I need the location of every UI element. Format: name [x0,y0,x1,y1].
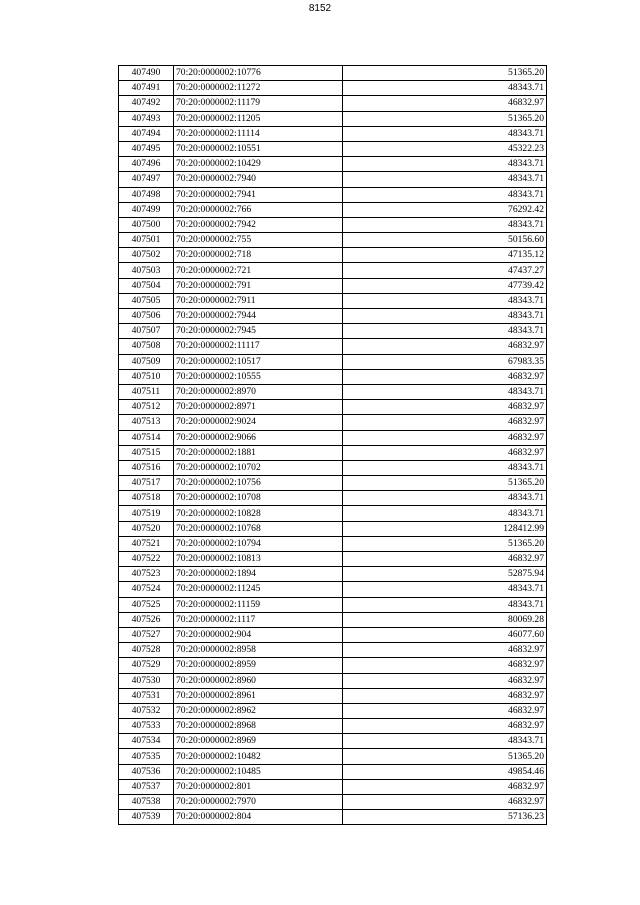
cadastral-number-cell: 70:20:0000002:8971 [174,400,343,415]
value-cell: 46832.97 [343,673,547,688]
value-cell: 51365.20 [343,66,547,81]
value-cell: 46832.97 [343,96,547,111]
cadastral-number-cell: 70:20:0000002:10776 [174,66,343,81]
table-row [119,263,547,278]
value-cell: 46077.60 [343,627,547,642]
cadastral-number-cell: 70:20:0000002:11272 [174,81,343,96]
value-cell: 48343.71 [343,491,547,506]
value-cell: 46832.97 [343,552,547,567]
value-cell: 48343.71 [343,293,547,308]
table-row [119,141,547,156]
table-row [119,278,547,293]
row-number-cell: 407511 [119,384,174,399]
table-row [119,567,547,582]
row-number-cell: 407525 [119,597,174,612]
cadastral-number-cell: 70:20:0000002:1881 [174,445,343,460]
row-number-cell: 407527 [119,627,174,642]
row-number-cell: 407508 [119,339,174,354]
table-row [119,734,547,749]
row-number-cell: 407523 [119,567,174,582]
table-row [119,96,547,111]
cadastral-number-cell: 70:20:0000002:10555 [174,369,343,384]
row-number-cell: 407504 [119,278,174,293]
row-number-cell: 407536 [119,764,174,779]
cadastral-number-cell: 70:20:0000002:8958 [174,643,343,658]
table-row [119,202,547,217]
table-row [119,187,547,202]
value-cell: 46832.97 [343,339,547,354]
row-number-cell: 407510 [119,369,174,384]
cadastral-number-cell: 70:20:0000002:10551 [174,141,343,156]
table-row [119,597,547,612]
table-row [119,430,547,445]
row-number-cell: 407518 [119,491,174,506]
row-number-cell: 407492 [119,96,174,111]
table-row [119,491,547,506]
cadastral-number-cell: 70:20:0000002:10702 [174,460,343,475]
row-number-cell: 407529 [119,658,174,673]
cadastral-number-cell: 70:20:0000002:718 [174,248,343,263]
cadastral-number-cell: 70:20:0000002:8961 [174,688,343,703]
row-number-cell: 407503 [119,263,174,278]
row-number-cell: 407506 [119,309,174,324]
table-row [119,81,547,96]
row-number-cell: 407502 [119,248,174,263]
table-row [119,309,547,324]
row-number-cell: 407493 [119,111,174,126]
cadastral-number-cell: 70:20:0000002:7940 [174,172,343,187]
row-number-cell: 407495 [119,141,174,156]
table-row [119,157,547,172]
value-cell: 47437.27 [343,263,547,278]
row-number-cell: 407532 [119,703,174,718]
row-number-cell: 407530 [119,673,174,688]
cadastral-number-cell: 70:20:0000002:7944 [174,309,343,324]
table-row [119,172,547,187]
value-cell: 46832.97 [343,703,547,718]
cadastral-number-cell: 70:20:0000002:8968 [174,719,343,734]
table-row [119,536,547,551]
value-cell: 45322.23 [343,141,547,156]
value-cell: 46832.97 [343,430,547,445]
cadastral-number-cell: 70:20:0000002:10768 [174,521,343,536]
table-row [119,445,547,460]
cadastral-number-cell: 70:20:0000002:9024 [174,415,343,430]
cadastral-number-cell: 70:20:0000002:10517 [174,354,343,369]
value-cell: 47135.12 [343,248,547,263]
table-row [119,400,547,415]
value-cell: 49854.46 [343,764,547,779]
value-cell: 46832.97 [343,400,547,415]
table-row [119,521,547,536]
row-number-cell: 407514 [119,430,174,445]
row-number-cell: 407528 [119,643,174,658]
row-number-cell: 407498 [119,187,174,202]
row-number-cell: 407499 [119,202,174,217]
value-cell: 48343.71 [343,126,547,141]
cadastral-number-cell: 70:20:0000002:11245 [174,582,343,597]
cadastral-number-cell: 70:20:0000002:11159 [174,597,343,612]
row-number-cell: 407526 [119,612,174,627]
table-row [119,354,547,369]
row-number-cell: 407520 [119,521,174,536]
value-cell: 80069.28 [343,612,547,627]
table-row [119,217,547,232]
cadastral-number-cell: 70:20:0000002:8970 [174,384,343,399]
row-number-cell: 407533 [119,719,174,734]
cadastral-number-cell: 70:20:0000002:8959 [174,658,343,673]
row-number-cell: 407497 [119,172,174,187]
cadastral-number-cell: 70:20:0000002:755 [174,233,343,248]
value-cell: 46832.97 [343,688,547,703]
table-row [119,627,547,642]
value-cell: 46832.97 [343,643,547,658]
value-cell: 48343.71 [343,157,547,172]
table-row [119,233,547,248]
row-number-cell: 407537 [119,779,174,794]
table-row [119,415,547,430]
cadastral-number-cell: 70:20:0000002:1117 [174,612,343,627]
row-number-cell: 407505 [119,293,174,308]
table-row [119,612,547,627]
cadastral-number-cell: 70:20:0000002:10429 [174,157,343,172]
value-cell: 51365.20 [343,749,547,764]
cadastral-number-cell: 70:20:0000002:7941 [174,187,343,202]
cadastral-number-cell: 70:20:0000002:11179 [174,96,343,111]
registry-table [118,65,547,825]
table-row [119,126,547,141]
table-row [119,673,547,688]
value-cell: 46832.97 [343,779,547,794]
value-cell: 48343.71 [343,597,547,612]
row-number-cell: 407538 [119,795,174,810]
value-cell: 46832.97 [343,369,547,384]
row-number-cell: 407517 [119,476,174,491]
table-row [119,719,547,734]
value-cell: 52875.94 [343,567,547,582]
page-number: 8152 [308,3,332,14]
row-number-cell: 407515 [119,445,174,460]
cadastral-number-cell: 70:20:0000002:766 [174,202,343,217]
table-row [119,476,547,491]
cadastral-number-cell: 70:20:0000002:11205 [174,111,343,126]
table-row [119,111,547,126]
row-number-cell: 407519 [119,506,174,521]
table-row [119,764,547,779]
table-row [119,658,547,673]
table-row [119,248,547,263]
row-number-cell: 407535 [119,749,174,764]
cadastral-number-cell: 70:20:0000002:791 [174,278,343,293]
row-number-cell: 407522 [119,552,174,567]
value-cell: 48343.71 [343,582,547,597]
value-cell: 76292.42 [343,202,547,217]
row-number-cell: 407491 [119,81,174,96]
value-cell: 46832.97 [343,719,547,734]
row-number-cell: 407490 [119,66,174,81]
cadastral-number-cell: 70:20:0000002:904 [174,627,343,642]
cadastral-number-cell: 70:20:0000002:10828 [174,506,343,521]
row-number-cell: 407531 [119,688,174,703]
value-cell: 48343.71 [343,384,547,399]
row-number-cell: 407500 [119,217,174,232]
row-number-cell: 407539 [119,810,174,825]
cadastral-number-cell: 70:20:0000002:7911 [174,293,343,308]
row-number-cell: 407494 [119,126,174,141]
row-number-cell: 407524 [119,582,174,597]
value-cell: 48343.71 [343,81,547,96]
table-row [119,293,547,308]
value-cell: 67983.35 [343,354,547,369]
value-cell: 48343.71 [343,460,547,475]
cadastral-number-cell: 70:20:0000002:11114 [174,126,343,141]
cadastral-number-cell: 70:20:0000002:721 [174,263,343,278]
row-number-cell: 407534 [119,734,174,749]
value-cell: 57136.23 [343,810,547,825]
row-number-cell: 407509 [119,354,174,369]
table-row [119,795,547,810]
cadastral-number-cell: 70:20:0000002:8969 [174,734,343,749]
table-row [119,369,547,384]
value-cell: 48343.71 [343,324,547,339]
cadastral-number-cell: 70:20:0000002:10482 [174,749,343,764]
cadastral-number-cell: 70:20:0000002:10794 [174,536,343,551]
table-row [119,749,547,764]
row-number-cell: 407501 [119,233,174,248]
value-cell: 51365.20 [343,476,547,491]
value-cell: 48343.71 [343,309,547,324]
table-row [119,643,547,658]
row-number-cell: 407521 [119,536,174,551]
value-cell: 128412.99 [343,521,547,536]
value-cell: 51365.20 [343,536,547,551]
table-row [119,688,547,703]
value-cell: 48343.71 [343,734,547,749]
value-cell: 47739.42 [343,278,547,293]
cadastral-number-cell: 70:20:0000002:8962 [174,703,343,718]
row-number-cell: 407507 [119,324,174,339]
table-row [119,66,547,81]
cadastral-number-cell: 70:20:0000002:8960 [174,673,343,688]
table-row [119,703,547,718]
value-cell: 46832.97 [343,795,547,810]
row-number-cell: 407516 [119,460,174,475]
value-cell: 46832.97 [343,445,547,460]
table-row [119,384,547,399]
value-cell: 51365.20 [343,111,547,126]
table-row [119,339,547,354]
cadastral-number-cell: 70:20:0000002:801 [174,779,343,794]
table-row [119,582,547,597]
table-row [119,324,547,339]
value-cell: 48343.71 [343,217,547,232]
registry-table-body [119,66,547,825]
cadastral-number-cell: 70:20:0000002:804 [174,810,343,825]
cadastral-number-cell: 70:20:0000002:10485 [174,764,343,779]
cadastral-number-cell: 70:20:0000002:7942 [174,217,343,232]
cadastral-number-cell: 70:20:0000002:9066 [174,430,343,445]
table-row [119,460,547,475]
row-number-cell: 407513 [119,415,174,430]
value-cell: 46832.97 [343,658,547,673]
table-row [119,552,547,567]
value-cell: 46832.97 [343,415,547,430]
value-cell: 48343.71 [343,172,547,187]
value-cell: 50156.60 [343,233,547,248]
value-cell: 48343.71 [343,187,547,202]
table-row [119,810,547,825]
table-row [119,779,547,794]
cadastral-number-cell: 70:20:0000002:10813 [174,552,343,567]
cadastral-number-cell: 70:20:0000002:7945 [174,324,343,339]
cadastral-number-cell: 70:20:0000002:1894 [174,567,343,582]
value-cell: 48343.71 [343,506,547,521]
row-number-cell: 407512 [119,400,174,415]
table-row [119,506,547,521]
cadastral-number-cell: 70:20:0000002:10756 [174,476,343,491]
row-number-cell: 407496 [119,157,174,172]
cadastral-number-cell: 70:20:0000002:7970 [174,795,343,810]
cadastral-number-cell: 70:20:0000002:11117 [174,339,343,354]
cadastral-number-cell: 70:20:0000002:10708 [174,491,343,506]
